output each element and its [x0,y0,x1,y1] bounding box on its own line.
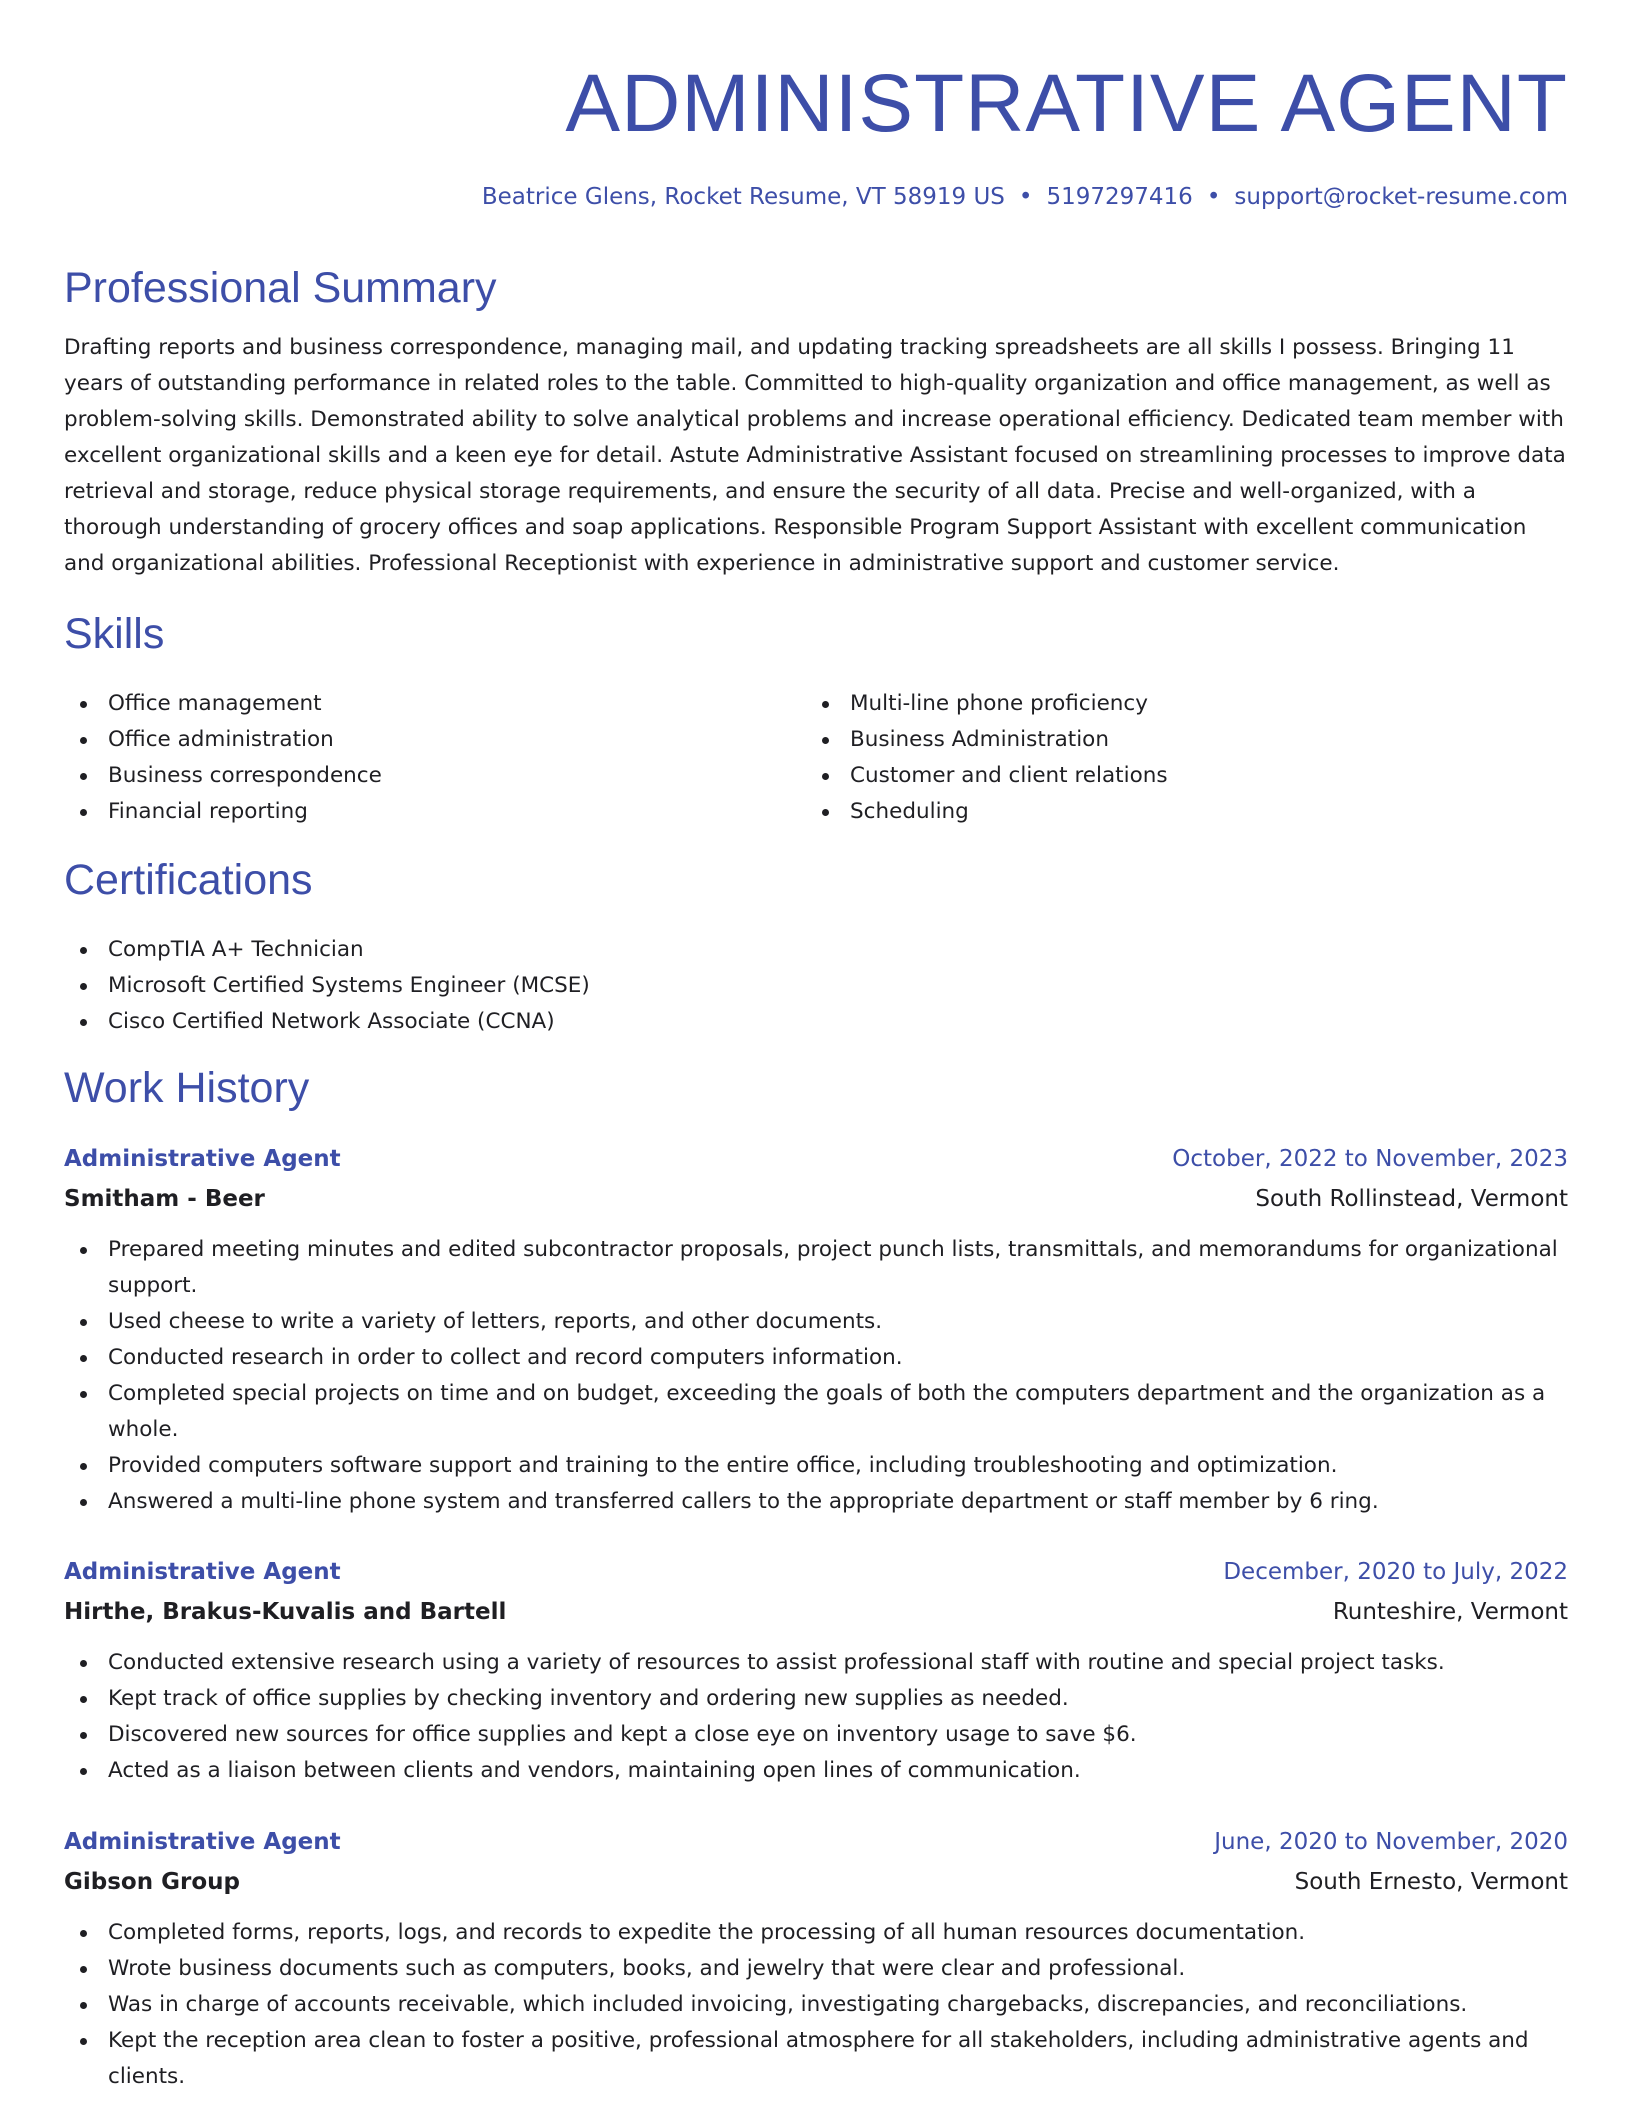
job-bullets [64,1645,1568,1789]
skills-heading: Skills [64,610,165,658]
job-title: Administrative Agent [64,1146,341,1172]
skill-item: Customer and client relations [806,758,1506,794]
separator-dot: • [1206,184,1221,210]
job-bullets [64,1915,1568,2095]
contact-email[interactable]: support@rocket-resume.com [1234,184,1568,210]
job-entry [64,1553,1568,1789]
job-bullet: Answered a multi-line phone system and transferred callers to the appropriate department or staff member by 6 ring. [64,1484,1568,1520]
job-bullet: Acted as a liaison between clients and vendors, maintaining open lines of communication. [64,1753,1568,1789]
job-bullet: Discovered new sources for office supplies and kept a close eye on inventory usage to save $6. [64,1717,1568,1753]
job-dates: October, 2022 to November, 2023 [1172,1146,1568,1172]
certification-item: CompTIA A+ Technician [64,932,1568,968]
job-bullet: Prepared meeting minutes and edited subcontractor proposals, project punch lists, transmittals, and memorandums for organizational support. [64,1232,1568,1304]
certifications-heading: Certifications [64,856,313,904]
skills-list-right [806,686,1506,830]
job-bullet: Kept the reception area clean to foster a positive, professional atmosphere for all stakeholders, including administrative agents and clients. [64,2023,1568,2095]
certifications-list [64,932,1568,1040]
job-location: South Rollinstead, Vermont [1255,1186,1568,1212]
skill-item: Business correspondence [64,758,764,794]
skill-item: Multi-line phone proficiency [806,686,1506,722]
work-history-heading: Work History [64,1064,310,1112]
job-dates: December, 2020 to July, 2022 [1223,1559,1568,1585]
skill-item: Financial reporting [64,794,764,830]
skill-item: Business Administration [806,722,1506,758]
separator-dot: • [1018,184,1033,210]
job-bullet: Conducted extensive research using a variety of resources to assist professional staff with routine and special project tasks. [64,1645,1568,1681]
resume-title: ADMINISTRATIVE AGENT [565,58,1568,149]
job-bullets [64,1232,1568,1520]
job-company: Gibson Group [64,1869,240,1895]
summary-heading: Professional Summary [64,264,497,312]
certification-item: Cisco Certified Network Associate (CCNA) [64,1004,1568,1040]
job-company: Hirthe, Brakus-Kuvalis and Bartell [64,1599,507,1625]
skill-item: Office administration [64,722,764,758]
job-bullet: Kept track of office supplies by checking inventory and ordering new supplies as needed. [64,1681,1568,1717]
job-bullet: Wrote business documents such as computers, books, and jewelry that were clear and professional. [64,1951,1568,1987]
contact-phone: 5197297416 [1046,184,1193,210]
job-bullet: Used cheese to write a variety of letters, reports, and other documents. [64,1304,1568,1340]
job-dates: June, 2020 to November, 2020 [1214,1829,1568,1855]
skill-item: Office management [64,686,764,722]
job-bullet: Completed special projects on time and on budget, exceeding the goals of both the computers department and the organization as a whole. [64,1376,1568,1448]
job-bullet: Provided computers software support and training to the entire office, including troubleshooting and optimization. [64,1448,1568,1484]
summary-text: Drafting reports and business correspondence, managing mail, and updating tracking spreadsheets are all skills I possess. Bringing 11 years of outstanding performance in related roles to the table. Committed to high-quality organization and office management, as well as problem-solving skills. Demonstrated ability to solve analytical problems and increase operational efficiency. Dedicated team member with excellent organizational skills and a keen eye for detail. Astute Administrative Assistant focused on streamlining processes to improve data retrieval and storage, reduce physical storage requirements, and ensure the security of all data. Precise and well-organized, with a thorough understanding of grocery offices and soap applications. Responsible Program Support Assistant with excellent communication and organizational abilities. Professional Receptionist with experience in administrative support and customer service. [64,335,1566,576]
contact-address: Beatrice Glens, Rocket Resume, VT 58919 US [481,184,1005,210]
job-location: South Ernesto, Vermont [1294,1869,1568,1895]
job-bullet: Conducted research in order to collect and record computers information. [64,1340,1568,1376]
skill-item: Scheduling [806,794,1506,830]
job-company: Smitham - Beer [64,1186,265,1212]
job-location: Runteshire, Vermont [1332,1599,1568,1625]
job-entry [64,1823,1568,2095]
job-entry [64,1140,1568,1520]
job-title: Administrative Agent [64,1559,341,1585]
contact-line [482,180,1568,214]
skills-list-left [64,686,764,830]
job-bullet: Completed forms, reports, logs, and records to expedite the processing of all human resources documentation. [64,1915,1568,1951]
job-title: Administrative Agent [64,1829,341,1855]
job-bullet: Was in charge of accounts receivable, which included invoicing, investigating chargebacks, discrepancies, and reconciliations. [64,1987,1568,2023]
certification-item: Microsoft Certified Systems Engineer (MCSE) [64,968,1568,1004]
